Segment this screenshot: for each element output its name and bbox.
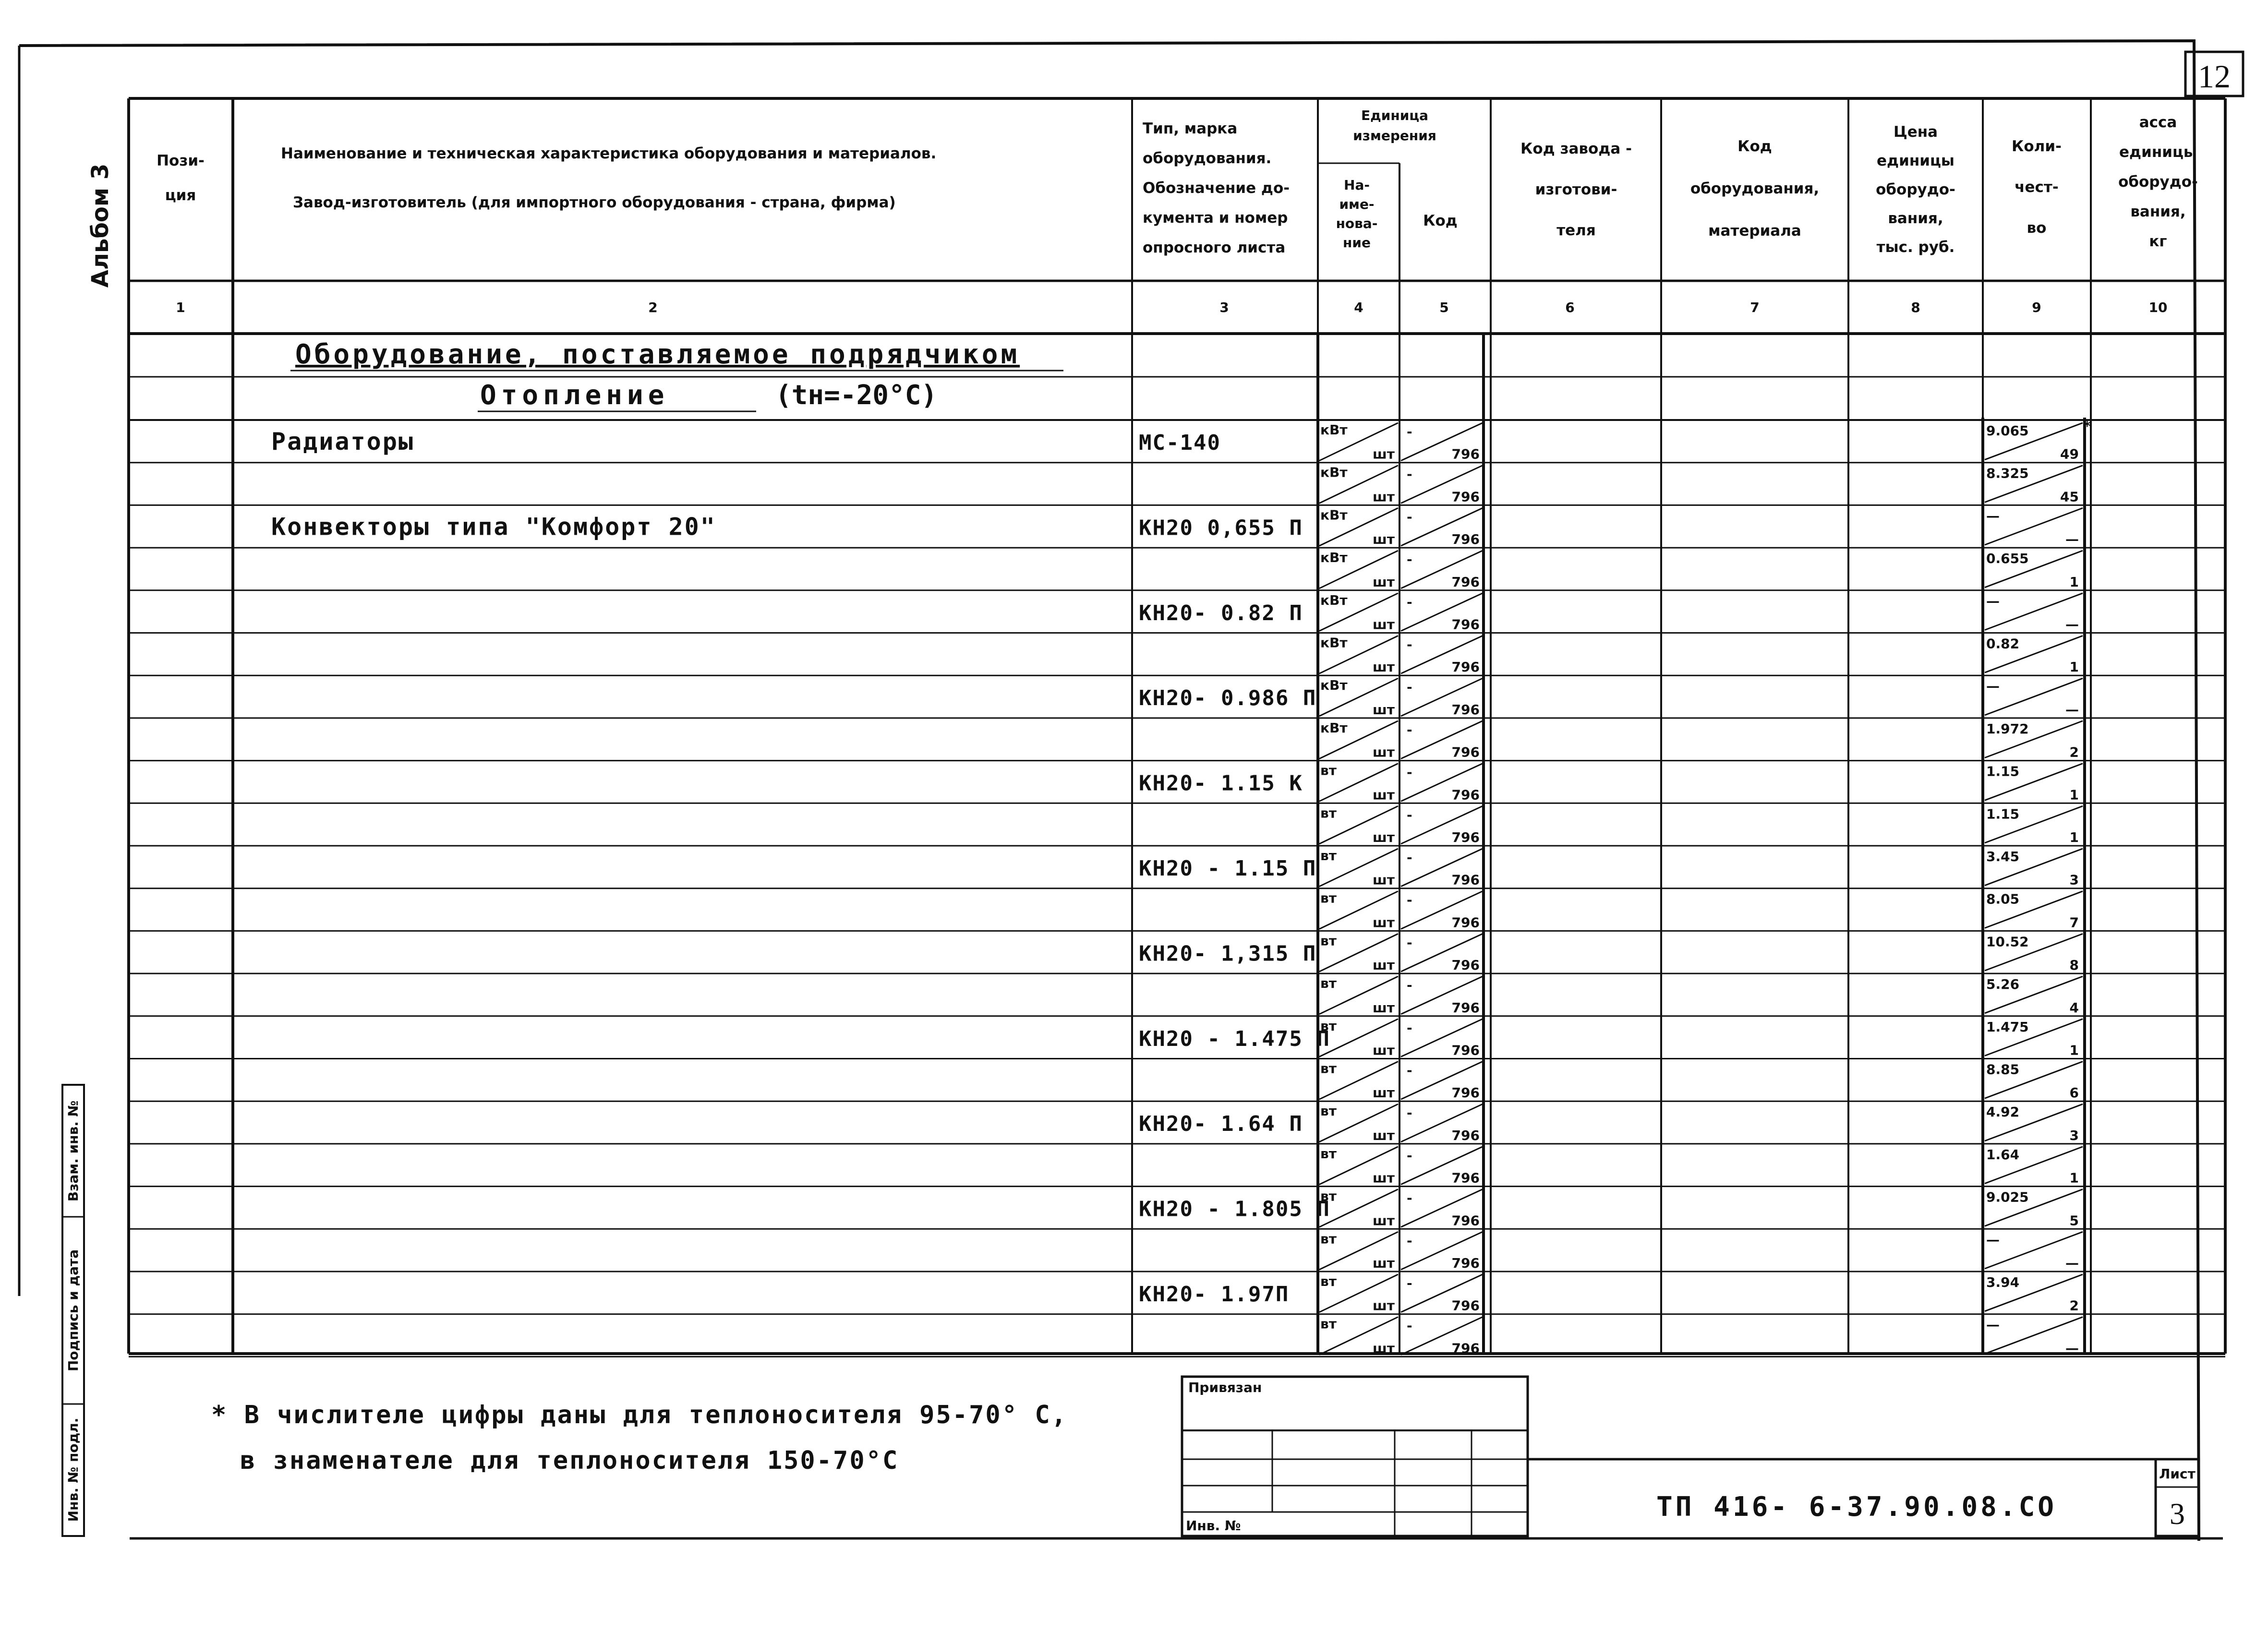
- row-qty-denominator: 2: [2069, 744, 2079, 760]
- sheet-label: Лист: [2159, 1466, 2196, 1482]
- row-qty-denominator: 5: [2069, 1212, 2079, 1229]
- subsection-temperature: (tн=-20°С): [775, 380, 938, 411]
- row-item-name: Радиаторы: [271, 428, 414, 456]
- row-unit-denominator: шт: [1373, 446, 1395, 462]
- row-qty-denominator: 1: [2069, 1170, 2079, 1186]
- header-unit-mass: [2118, 114, 2198, 250]
- table-row: [129, 890, 2225, 931]
- row-unit-numerator: вт: [1320, 933, 1337, 949]
- row-qty-numerator: 9.025: [1986, 1189, 2029, 1205]
- table-row: [129, 975, 2225, 1016]
- row-code-denominator: 796: [1451, 616, 1480, 633]
- row-type-mark: КН20- 0.986 П: [1139, 686, 1317, 711]
- row-unit-denominator: шт: [1373, 701, 1395, 718]
- row-qty-denominator: 6: [2069, 1085, 2079, 1101]
- column-number: 2: [648, 300, 658, 315]
- col9-line: чест-: [2015, 179, 2059, 196]
- col8-line: единицы: [1877, 152, 1954, 169]
- row-unit-denominator: шт: [1373, 744, 1395, 760]
- row-qty-numerator: —: [1986, 1317, 2000, 1333]
- row-code-numerator: -: [1407, 1318, 1412, 1334]
- table-row: [129, 465, 2225, 505]
- row-qty-numerator: 1.15: [1986, 763, 2020, 780]
- col6-line: Код завода -: [1520, 140, 1632, 157]
- table-row: [129, 592, 2225, 633]
- header-unit: [1353, 108, 1436, 144]
- col1-line: ция: [165, 187, 196, 204]
- row-unit-denominator: шт: [1373, 1042, 1395, 1058]
- row-qty-denominator: —: [2065, 616, 2079, 633]
- column-number: 1: [176, 300, 185, 315]
- col10-line: вания,: [2130, 203, 2186, 220]
- row-qty-numerator: 3.94: [1986, 1274, 2020, 1290]
- col9-line: Коли-: [2012, 138, 2062, 155]
- col3-line: Тип, марка: [1143, 120, 1238, 137]
- row-type-mark: КН20 - 1.805 П: [1139, 1197, 1330, 1222]
- table-row: [129, 720, 2225, 761]
- row-unit-numerator: кВт: [1320, 464, 1348, 480]
- row-unit-numerator: кВт: [1320, 422, 1348, 438]
- col9-line: во: [2027, 219, 2047, 237]
- col10-line: кг: [2149, 233, 2167, 250]
- row-code-denominator: 796: [1451, 659, 1480, 675]
- row-type-mark: КН20- 1.64 П: [1139, 1112, 1303, 1137]
- table-row: [129, 507, 2225, 548]
- row-type-mark: КН20 0,655 П: [1139, 516, 1303, 540]
- row-code-numerator: -: [1407, 892, 1412, 908]
- row-code-numerator: -: [1407, 850, 1412, 865]
- row-unit-denominator: шт: [1373, 1127, 1395, 1143]
- row-unit-numerator: вт: [1320, 975, 1337, 992]
- row-code-denominator: 796: [1451, 957, 1480, 973]
- row-code-numerator: -: [1407, 1275, 1412, 1291]
- row-unit-denominator: шт: [1373, 574, 1395, 590]
- row-unit-numerator: вт: [1320, 1273, 1337, 1289]
- table-row: [129, 1188, 2225, 1229]
- table-row: [129, 418, 2225, 463]
- row-qty-denominator: 1: [2069, 574, 2079, 590]
- column-number: 7: [1750, 300, 1760, 315]
- row-unit-denominator: шт: [1373, 1085, 1395, 1101]
- row-code-denominator: 796: [1451, 1085, 1480, 1101]
- row-code-denominator: 796: [1451, 574, 1480, 590]
- col3-line: Обозначение до-: [1143, 180, 1290, 197]
- col8-line: тыс. руб.: [1876, 239, 1955, 256]
- row-unit-numerator: вт: [1320, 848, 1337, 864]
- header-type-mark: [1143, 120, 1290, 256]
- row-qty-denominator: 49: [2060, 446, 2079, 462]
- row-unit-numerator: вт: [1320, 1060, 1337, 1077]
- col3-line: оборудования.: [1143, 150, 1272, 167]
- row-code-denominator: 796: [1451, 1212, 1480, 1229]
- row-qty-numerator: 5.26: [1986, 976, 2020, 993]
- row-qty-denominator: 3: [2069, 872, 2079, 888]
- row-type-mark: КН20- 0.82 П: [1139, 600, 1303, 625]
- stamp-inv-no: Инв. №: [1186, 1518, 1241, 1534]
- table-row: [129, 1231, 2225, 1272]
- row-code-numerator: -: [1407, 466, 1412, 482]
- row-code-denominator: 796: [1451, 701, 1480, 718]
- row-qty-denominator: 45: [2060, 489, 2079, 505]
- row-qty-numerator: 1.15: [1986, 806, 2020, 822]
- row-unit-denominator: шт: [1373, 1170, 1395, 1186]
- header-factory-code: [1520, 140, 1632, 239]
- table-row: [129, 763, 2225, 804]
- row-qty-denominator: —: [2065, 1340, 2079, 1356]
- row-code-denominator: 796: [1451, 531, 1480, 548]
- row-code-numerator: -: [1407, 807, 1412, 823]
- table-row: [129, 933, 2225, 973]
- row-qty-numerator: 1.972: [1986, 720, 2029, 737]
- row-qty-numerator: 0.82: [1986, 636, 2020, 652]
- row-qty-denominator: 7: [2069, 914, 2079, 931]
- row-unit-numerator: кВт: [1320, 592, 1348, 608]
- row-code-numerator: -: [1407, 1233, 1412, 1249]
- col8-line: оборудо-: [1876, 181, 1955, 198]
- row-code-numerator: -: [1407, 552, 1412, 568]
- row-unit-denominator: шт: [1373, 1340, 1395, 1356]
- row-unit-denominator: шт: [1373, 829, 1395, 845]
- row-qty-numerator: 8.85: [1986, 1061, 2020, 1078]
- row-unit-denominator: шт: [1373, 1255, 1395, 1271]
- table-row: [129, 1018, 2225, 1059]
- header-unit-price: [1876, 123, 1955, 256]
- row-qty-numerator: —: [1986, 678, 2000, 695]
- row-item-name: Конвекторы типа "Комфорт 20": [271, 513, 716, 541]
- row-code-numerator: -: [1407, 424, 1412, 440]
- col10-line: единицы: [2119, 144, 2197, 161]
- row-qty-footnote-mark: *: [2084, 418, 2091, 434]
- header-unit-name: [1336, 177, 1378, 251]
- row-unit-denominator: шт: [1373, 999, 1395, 1016]
- row-code-denominator: 796: [1451, 1042, 1480, 1058]
- table-row: [129, 1103, 2225, 1144]
- row-unit-denominator: шт: [1373, 616, 1395, 633]
- row-qty-numerator: 8.325: [1986, 465, 2029, 481]
- row-qty-denominator: 3: [2069, 1127, 2079, 1143]
- column-numbers-row: [176, 300, 2167, 315]
- footnote-line-1: * В числителе цифры даны для теплоносителя 95-70° С,: [211, 1401, 1068, 1429]
- row-code-numerator: -: [1407, 1147, 1412, 1164]
- col7-line: оборудования,: [1690, 180, 1820, 197]
- table-row: [129, 1316, 2225, 1357]
- row-unit-denominator: шт: [1373, 531, 1395, 548]
- row-qty-numerator: —: [1986, 593, 2000, 609]
- row-qty-numerator: —: [1986, 508, 2000, 524]
- row-qty-denominator: 1: [2069, 829, 2079, 845]
- row-code-numerator: -: [1407, 764, 1412, 780]
- row-unit-denominator: шт: [1373, 914, 1395, 931]
- row-qty-denominator: 4: [2069, 999, 2079, 1016]
- row-code-denominator: 796: [1451, 1255, 1480, 1271]
- row-unit-numerator: вт: [1320, 762, 1337, 779]
- table-row: [129, 1061, 2225, 1102]
- document-code: ТП 416- 6-37.90.08.СО: [1656, 1491, 2057, 1523]
- row-code-denominator: 796: [1451, 829, 1480, 845]
- header-quantity: [2012, 138, 2062, 237]
- row-qty-numerator: 10.52: [1986, 934, 2029, 950]
- row-code-denominator: 796: [1451, 1127, 1480, 1143]
- col6-line: изготови-: [1535, 181, 1617, 198]
- header-position: [157, 152, 205, 204]
- row-qty-denominator: 2: [2069, 1297, 2079, 1314]
- row-unit-numerator: кВт: [1320, 507, 1348, 523]
- row-qty-denominator: 1: [2069, 787, 2079, 803]
- column-number: 8: [1911, 300, 1920, 315]
- row-code-denominator: 796: [1451, 872, 1480, 888]
- table-grid: [129, 98, 2225, 1354]
- col4-line: име-: [1339, 196, 1375, 212]
- header-name-line1: Наименование и техническая характеристика оборудования и материалов.: [281, 145, 937, 162]
- row-code-denominator: 796: [1451, 1340, 1480, 1356]
- row-type-mark: КН20 - 1.15 П: [1139, 856, 1317, 881]
- header-equipment-code: [1690, 138, 1819, 240]
- row-qty-denominator: —: [2065, 531, 2079, 548]
- row-unit-numerator: вт: [1320, 1188, 1337, 1204]
- row-unit-denominator: шт: [1373, 659, 1395, 675]
- row-code-denominator: 796: [1451, 1170, 1480, 1186]
- table-row: [129, 1146, 2225, 1187]
- row-qty-denominator: 1: [2069, 1042, 2079, 1058]
- table-row: [129, 677, 2225, 718]
- row-code-numerator: -: [1407, 1190, 1412, 1206]
- row-qty-denominator: 1: [2069, 659, 2079, 675]
- row-unit-denominator: шт: [1373, 957, 1395, 973]
- row-code-denominator: 796: [1451, 446, 1480, 462]
- header-name-line2: Завод-изготовитель (для импортного оборудования - страна, фирма): [293, 194, 896, 211]
- row-type-mark: КН20- 1,315 П: [1139, 941, 1317, 966]
- row-qty-numerator: 4.92: [1986, 1104, 2020, 1120]
- row-code-numerator: -: [1407, 935, 1412, 951]
- column-number: 10: [2148, 300, 2168, 315]
- subsection-title: Отопление: [480, 380, 669, 411]
- side-stamp-signature-date: Подпись и дата: [65, 1249, 81, 1372]
- col10-line: оборудо-: [2118, 173, 2198, 191]
- col7-line: Код: [1737, 138, 1772, 155]
- row-code-numerator: -: [1407, 1020, 1412, 1036]
- row-type-mark: КН20- 1.15 К: [1139, 771, 1303, 796]
- row-unit-numerator: вт: [1320, 1018, 1337, 1034]
- column-number: 5: [1439, 300, 1449, 315]
- column-number: 6: [1565, 300, 1575, 315]
- row-qty-numerator: 0.655: [1986, 551, 2029, 567]
- section-title: Оборудование, поставляемое подрядчиком: [295, 339, 1020, 370]
- row-unit-numerator: вт: [1320, 890, 1337, 906]
- row-type-mark: МС-140: [1139, 431, 1221, 455]
- table-header: [157, 108, 2198, 256]
- column-number: 9: [2032, 300, 2041, 315]
- row-code-denominator: 796: [1451, 1297, 1480, 1314]
- row-unit-denominator: шт: [1373, 489, 1395, 505]
- row-unit-denominator: шт: [1373, 787, 1395, 803]
- col7-line: материала: [1708, 222, 1801, 240]
- row-unit-numerator: кВт: [1320, 677, 1348, 694]
- col3-line: опросного листа: [1143, 239, 1286, 256]
- col4-line: ние: [1343, 235, 1371, 251]
- row-unit-numerator: кВт: [1320, 635, 1348, 651]
- table-row: [129, 550, 2225, 590]
- album-label: Альбом 3: [87, 163, 114, 288]
- row-qty-numerator: 1.64: [1986, 1146, 2020, 1163]
- row-unit-numerator: вт: [1320, 805, 1337, 821]
- table-row: [129, 635, 2225, 676]
- row-qty-numerator: 9.065: [1986, 423, 2029, 439]
- row-qty-denominator: 8: [2069, 957, 2079, 973]
- row-unit-denominator: шт: [1373, 1212, 1395, 1229]
- row-type-mark: КН20 - 1.475 П: [1139, 1026, 1330, 1051]
- table-row: [129, 1273, 2225, 1314]
- row-qty-numerator: 1.475: [1986, 1019, 2029, 1035]
- header-unit-code: Код: [1423, 212, 1458, 229]
- row-unit-numerator: вт: [1320, 1316, 1337, 1332]
- row-qty-denominator: —: [2065, 701, 2079, 718]
- row-code-denominator: 796: [1451, 744, 1480, 760]
- footnote-line-2: в знаменателе для теплоносителя 150-70°С: [240, 1446, 899, 1475]
- row-code-denominator: 796: [1451, 489, 1480, 505]
- row-unit-numerator: кВт: [1320, 720, 1348, 736]
- side-stamp-replaced-inv: Взам. инв. №: [65, 1100, 81, 1202]
- row-type-mark: КН20- 1.97П: [1139, 1282, 1290, 1307]
- row-code-numerator: -: [1407, 977, 1412, 994]
- col1-line: Пози-: [157, 152, 205, 169]
- col4_5_top-line: Единица: [1361, 108, 1428, 123]
- row-unit-denominator: шт: [1373, 1297, 1395, 1314]
- row-unit-numerator: вт: [1320, 1145, 1337, 1162]
- row-code-numerator: -: [1407, 509, 1412, 525]
- row-code-denominator: 796: [1451, 787, 1480, 803]
- col6-line: теля: [1556, 222, 1596, 239]
- row-unit-denominator: шт: [1373, 872, 1395, 888]
- row-code-denominator: 796: [1451, 914, 1480, 931]
- col4_5_top-line: измерения: [1353, 128, 1436, 144]
- col3-line: кумента и номер: [1143, 209, 1288, 227]
- row-code-numerator: -: [1407, 1062, 1412, 1079]
- sheet-number: 3: [2170, 1497, 2185, 1531]
- col8-line: Цена: [1893, 123, 1938, 141]
- equipment-rows: [129, 377, 2225, 1356]
- side-stamp-inv-podl: Инв. № подл.: [65, 1417, 81, 1522]
- column-number: 4: [1354, 300, 1363, 315]
- row-code-numerator: -: [1407, 1105, 1412, 1121]
- col10-line: асса: [2139, 114, 2177, 131]
- table-row: [129, 848, 2225, 888]
- row-code-numerator: -: [1407, 594, 1412, 610]
- row-unit-numerator: кВт: [1320, 550, 1348, 566]
- row-qty-numerator: 8.05: [1986, 891, 2020, 907]
- row-qty-denominator: —: [2065, 1255, 2079, 1271]
- col4-line: На-: [1344, 177, 1370, 193]
- page-corner-number: 12: [2198, 58, 2231, 95]
- row-unit-numerator: вт: [1320, 1103, 1337, 1119]
- row-code-denominator: 796: [1451, 999, 1480, 1016]
- row-code-numerator: -: [1407, 679, 1412, 696]
- row-code-numerator: -: [1407, 636, 1412, 653]
- row-code-numerator: -: [1407, 721, 1412, 738]
- col8-line: вания,: [1888, 210, 1943, 227]
- row-unit-numerator: вт: [1320, 1231, 1337, 1247]
- stamp-privyazan: Привязан: [1188, 1380, 1262, 1395]
- col4-line: нова-: [1336, 216, 1378, 231]
- row-qty-numerator: —: [1986, 1232, 2000, 1248]
- row-qty-numerator: 3.45: [1986, 849, 2020, 864]
- column-number: 3: [1219, 300, 1229, 315]
- table-row: [129, 805, 2225, 846]
